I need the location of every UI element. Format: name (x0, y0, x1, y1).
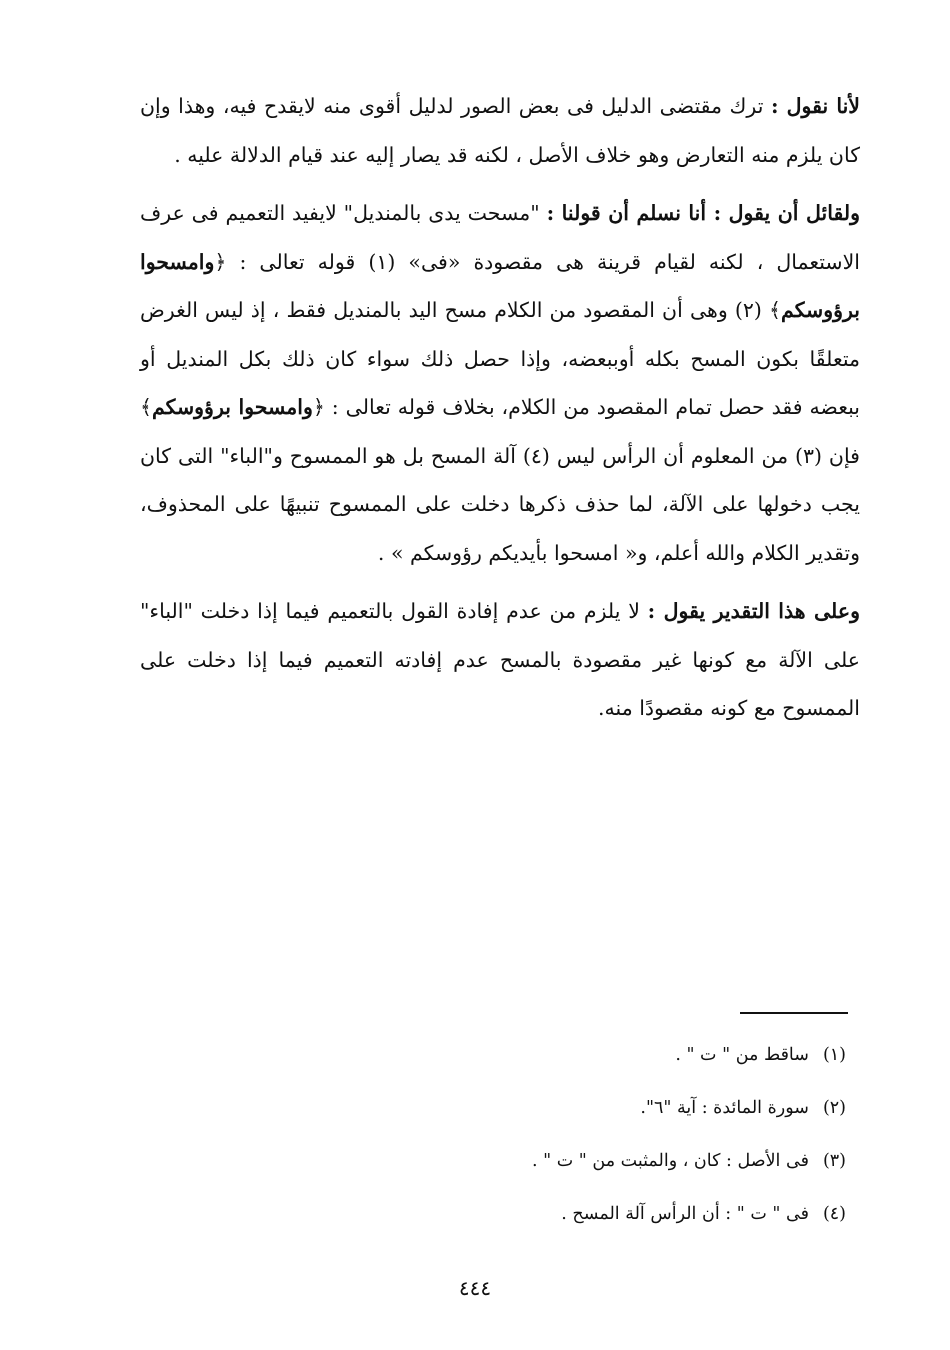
quran-quote-2: وامسحوا برؤوسكم (152, 395, 313, 419)
paragraph-2-lead: ولقائل أن يقول : أنا نسلم أن قولنا : (546, 201, 860, 225)
footnote-2 (400, 1089, 846, 1142)
footnote-number: (١) (822, 1045, 846, 1065)
paragraph-1 (140, 82, 860, 179)
footnote-number: (٤) (822, 1204, 846, 1224)
paragraph-2 (140, 189, 860, 577)
footnote-text: فى الأصل : كان ، والمثبت من " ت " . (532, 1151, 809, 1171)
page-number: ٤٤٤ (458, 1276, 492, 1300)
footnote-number: (٢) (822, 1098, 846, 1118)
footnote-1 (400, 1036, 846, 1089)
footnote-text: ساقط من " ت " . (675, 1045, 809, 1065)
main-text (140, 82, 860, 743)
paragraph-3-text: لا يلزم من عدم إفادة القول بالتعميم فيما إذا دخلت "الباء" على الآلة مع كونها غير مقصودة بالمسح عدم إفادته التعميم فيما إذا دخلت على الممسوح مع كونه مقصودًا منه. (140, 599, 860, 720)
paragraph-2-end: ﴾ فإن (٣) من المعلوم أن الرأس ليس (٤) آلة المسح بل هو الممسوح و"الباء" التى كان يجب دخولها على الآلة، لما حذف ذكرها دخلت على الممسوح تنبيهًا على المحذوف، وتقدير الكلام والله أعلم، و« امسحوا بأيديكم رؤوسكم » . (140, 395, 860, 565)
quran-quote-1: وامسحوا برؤوسكم (140, 249, 861, 322)
paragraph-2-text: "مسحت يدى بالمنديل" لايفيد التعميم فى عرف الاستعمال ، لكنه لقيام قرينة هى مقصودة «فى» (١) قوله تعالى : ﴿ (140, 201, 860, 274)
footnote-text: فى " ت " : أن الرأس آلة المسح . (561, 1204, 809, 1224)
footnote-divider (740, 1012, 848, 1014)
paragraph-1-text: ترك مقتضى الدليل فى بعض الصور لدليل أقوى منه لايقدح فيه، وهذا وإن كان يلزم منه التعارض وهو خلاف الأصل ، لكنه قد يصار إليه عند قيام الدلالة عليه . (140, 94, 860, 167)
paragraph-2-middle: ﴾ (٢) وهى أن المقصود من الكلام مسح اليد بالمنديل فقط ، إذ ليس الغرض متعلقًا بكون المسح بكله أوببعضه، وإذا حصل ذلك سواء كان ذلك بكل المنديل أو ببعضه فقد حصل تمام المقصود من الكلام، بخلاف قوله تعالى : ﴿ (140, 298, 860, 419)
paragraph-1-lead: لأنا نقول : (770, 94, 861, 118)
footnote-4 (400, 1195, 846, 1248)
footnote-text: سورة المائدة : آية "٦". (640, 1098, 809, 1118)
footnote-3 (400, 1142, 846, 1195)
paragraph-3 (140, 587, 860, 733)
footnotes (400, 1036, 846, 1248)
paragraph-3-lead: وعلى هذا التقدير يقول : (647, 599, 860, 623)
footnote-number: (٣) (822, 1151, 846, 1171)
